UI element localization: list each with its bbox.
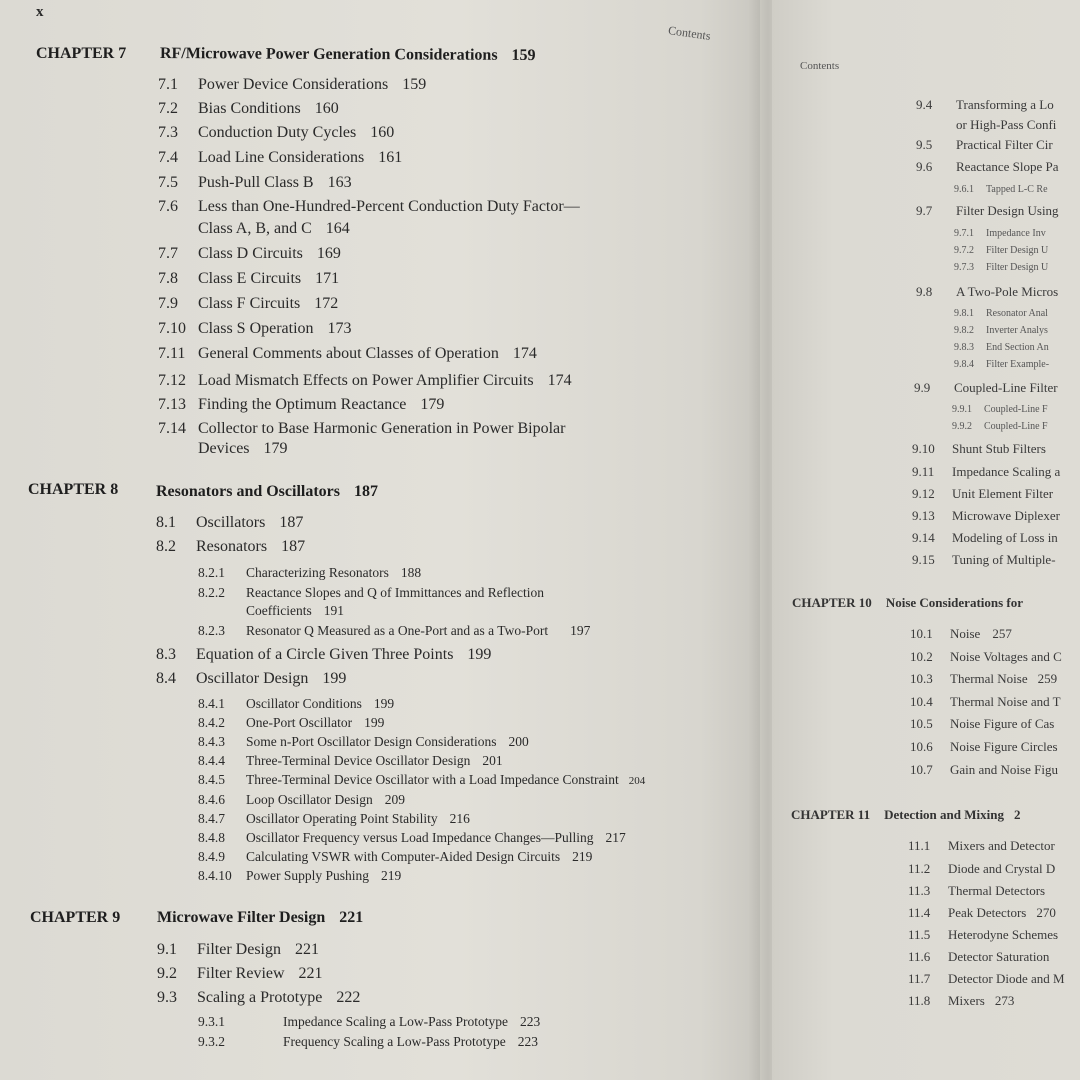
- toc-entry: 7.12 Load Mismatch Effects on Power Amplifier Circuits 174: [158, 372, 572, 389]
- chapter-label: CHAPTER 7: [36, 45, 127, 62]
- toc-entry: 10.3 Thermal Noise 259: [910, 671, 1058, 686]
- toc-entry: 11.7 Detector Diode and M: [908, 971, 1065, 986]
- toc-subentry: 8.4.5 Three-Terminal Device Oscillator with a Load Impedance Constraint 204: [198, 772, 646, 787]
- toc-entry: 9.10 Shunt Stub Filters: [912, 441, 1046, 456]
- toc-subentry: 9.9.1 Coupled-Line F: [952, 404, 1048, 415]
- running-head: Contents: [800, 60, 840, 72]
- chapter-7-heading: [36, 45, 126, 63]
- toc-subentry: 8.4.3 Some n-Port Oscillator Design Considerations 200: [198, 734, 529, 749]
- toc-entry: 8.1 Oscillators 187: [156, 514, 304, 531]
- toc-entry: 7.9 Class F Circuits 172: [158, 295, 339, 312]
- toc-entry: 8.4 Oscillator Design 199: [156, 670, 347, 687]
- toc-entry: 7.8 Class E Circuits 171: [158, 270, 340, 287]
- toc-entry: 7.14 Collector to Base Harmonic Generation in Power Bipolar: [158, 420, 566, 437]
- toc-subentry: 9.6.1 Tapped L-C Re: [954, 184, 1048, 195]
- toc-entry: 9.4 Transforming a Lo: [916, 97, 1054, 112]
- toc-entry: 9.3 Scaling a Prototype 222: [157, 989, 361, 1006]
- toc-entry: 7.11 General Comments about Classes of Operation 174: [158, 345, 537, 362]
- chapter-label: CHAPTER 9: [30, 909, 121, 926]
- toc-subentry: 8.4.1 Oscillator Conditions 199: [198, 696, 395, 711]
- toc-subentry: 8.4.8 Oscillator Frequency versus Load Impedance Changes—Pulling 217: [198, 830, 626, 845]
- toc-entry: 9.2 Filter Review 221: [157, 965, 323, 982]
- toc-entry: 9.8 A Two-Pole Micros: [916, 284, 1059, 299]
- toc-entry: 11.1 Mixers and Detector: [908, 838, 1055, 853]
- toc-entry: 9.6 Reactance Slope Pa: [916, 159, 1059, 174]
- toc-subentry: 8.2.2 Reactance Slopes and Q of Immittances and Reflection: [198, 585, 545, 600]
- toc-entry: 9.11 Impedance Scaling a: [912, 464, 1061, 479]
- chapter-10-heading: CHAPTER 10 Noise Considerations for: [792, 595, 1024, 610]
- toc-entry: 10.5 Noise Figure of Cas: [910, 716, 1055, 731]
- toc-entry: 7.1 Power Device Considerations 159: [158, 76, 427, 93]
- toc-subentry: 8.4.2 One-Port Oscillator 199: [198, 715, 385, 730]
- toc-subentry: 9.8.2 Inverter Analys: [954, 325, 1048, 336]
- page-number: x: [36, 4, 44, 20]
- toc-entry: 11.8 Mixers 273: [908, 993, 1015, 1008]
- toc-entry: 9.1 Filter Design 221: [157, 941, 319, 958]
- toc-entry: 7.10 Class S Operation 173: [158, 320, 352, 337]
- toc-entry: 9.5 Practical Filter Cir: [916, 137, 1053, 152]
- toc-subentry: 9.3.2 Frequency Scaling a Low-Pass Prototype 223: [198, 1034, 538, 1049]
- toc-entry: 7.7 Class D Circuits 169: [158, 245, 341, 262]
- toc-subentry: 8.2.1 Characterizing Resonators 188: [198, 565, 422, 580]
- toc-subentry: 8.4.7 Oscillator Operating Point Stability 216: [198, 811, 470, 826]
- chapter-11-heading: CHAPTER 11 Detection and Mixing 2: [791, 807, 1021, 822]
- toc-entry: 9.12 Unit Element Filter: [912, 486, 1054, 501]
- toc-subentry: 9.8.3 End Section An: [954, 342, 1049, 353]
- toc-entry: 10.1 Noise 257: [910, 626, 1012, 641]
- toc-entry: 7.13 Finding the Optimum Reactance 179: [158, 396, 445, 413]
- toc-entry-continuation: or High-Pass Confi: [956, 117, 1057, 132]
- toc-entry: 9.7 Filter Design Using: [916, 203, 1059, 218]
- right-page: [772, 0, 1080, 1080]
- chapter-title: Microwave Filter Design 221: [157, 909, 364, 926]
- toc-subentry: 9.8.4 Filter Example-: [954, 359, 1050, 370]
- toc-entry: 11.4 Peak Detectors 270: [908, 905, 1056, 920]
- toc-subentry: 9.3.1 Impedance Scaling a Low-Pass Prototype 223: [198, 1014, 541, 1029]
- toc-subentry: 8.4.6 Loop Oscillator Design 209: [198, 792, 405, 807]
- toc-subentry: 8.2.3 Resonator Q Measured as a One-Port and as a Two-Port 197: [198, 623, 591, 638]
- toc-entry: 7.6 Less than One-Hundred-Percent Conduction Duty Factor—: [158, 198, 580, 215]
- toc-entry: 11.3 Thermal Detectors: [908, 883, 1046, 898]
- toc-entry: 10.6 Noise Figure Circles: [910, 739, 1058, 754]
- chapter-title: RF/Microwave Power Generation Considerations 159: [159, 45, 536, 64]
- toc-entry: 7.4 Load Line Considerations 161: [158, 149, 403, 166]
- toc-subentry: 9.9.2 Coupled-Line F: [952, 421, 1048, 432]
- toc-entry: 10.4 Thermal Noise and T: [910, 694, 1061, 709]
- toc-entry: 7.2 Bias Conditions 160: [158, 100, 339, 117]
- toc-entry: 9.14 Modeling of Loss in: [912, 530, 1058, 545]
- toc-subentry: 8.4.10 Power Supply Pushing 219: [198, 868, 402, 883]
- running-head: Contents: [667, 23, 712, 43]
- toc-entry: 7.5 Push-Pull Class B 163: [158, 174, 352, 191]
- toc-entry: 7.3 Conduction Duty Cycles 160: [158, 124, 395, 141]
- toc-entry-continuation: Devices 179: [198, 440, 288, 457]
- toc-entry: 11.2 Diode and Crystal D: [908, 861, 1056, 876]
- toc-entry: 11.6 Detector Saturation: [908, 949, 1050, 964]
- chapter-label: CHAPTER 8: [28, 481, 119, 498]
- toc-entry: 9.13 Microwave Diplexer: [912, 508, 1060, 523]
- toc-subentry: 9.7.1 Impedance Inv: [954, 228, 1046, 239]
- toc-subentry-continuation: Coefficients 191: [246, 603, 344, 618]
- toc-subentry: 8.4.9 Calculating VSWR with Computer-Aided Design Circuits 219: [198, 849, 593, 864]
- toc-entry: 8.3 Equation of a Circle Given Three Points 199: [156, 646, 492, 663]
- toc-subentry: 9.7.3 Filter Design U: [954, 262, 1049, 273]
- toc-subentry: 9.7.2 Filter Design U: [954, 245, 1049, 256]
- toc-entry: 9.15 Tuning of Multiple-: [912, 552, 1056, 567]
- toc-entry: 9.9 Coupled-Line Filter: [914, 380, 1058, 395]
- chapter-title: Resonators and Oscillators 187: [156, 483, 378, 500]
- toc-entry: 11.5 Heterodyne Schemes: [908, 927, 1059, 942]
- toc-entry: 8.2 Resonators 187: [156, 538, 306, 555]
- toc-subentry: 9.8.1 Resonator Anal: [954, 308, 1048, 319]
- toc-entry-continuation: Class A, B, and C 164: [198, 220, 350, 237]
- toc-entry: 10.2 Noise Voltages and C: [910, 649, 1062, 664]
- toc-subentry: 8.4.4 Three-Terminal Device Oscillator Design 201: [198, 753, 503, 768]
- toc-entry: 10.7 Gain and Noise Figu: [910, 762, 1058, 777]
